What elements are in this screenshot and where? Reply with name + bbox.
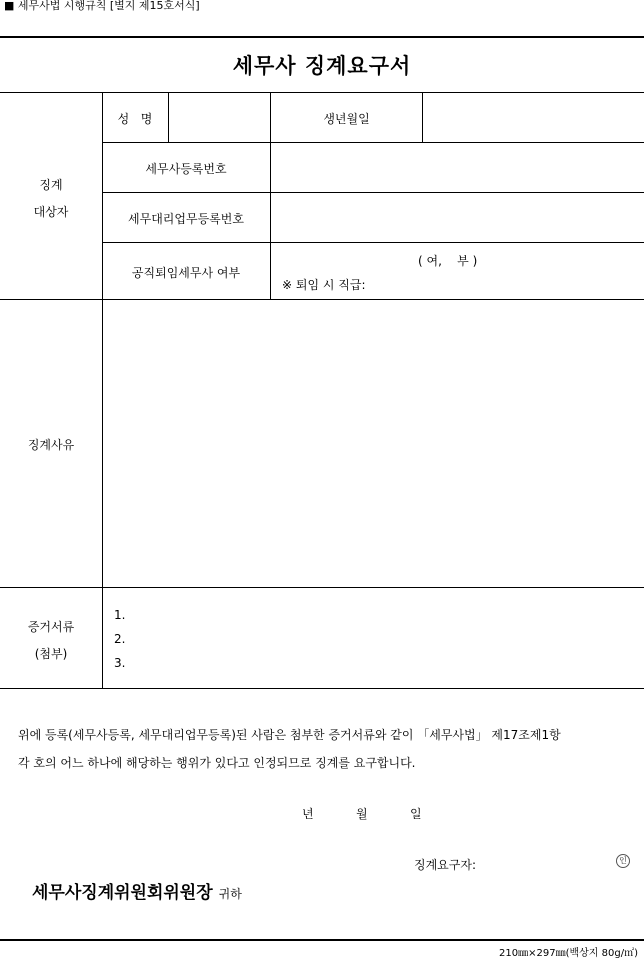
addressee-suffix: 귀하 bbox=[218, 887, 242, 901]
name-field[interactable] bbox=[169, 93, 270, 142]
tax-agency-registration-label: 세무대리업무등록번호 bbox=[128, 212, 244, 226]
evidence-label-2: (첨부) bbox=[34, 647, 68, 661]
tax-agency-registration-field[interactable] bbox=[271, 193, 644, 242]
retired-rank-note: ※ 퇴임 시 직급: bbox=[282, 278, 366, 292]
date-month-label: 월 bbox=[356, 807, 368, 821]
disciplinary-reason-label: 징계사유 bbox=[27, 438, 75, 452]
tax-accountant-registration-label: 세무사등록번호 bbox=[145, 162, 227, 176]
evidence-label-1: 증거서류 bbox=[27, 620, 75, 634]
tax-accountant-registration-field[interactable] bbox=[271, 143, 644, 192]
addressee bbox=[32, 878, 242, 903]
evidence-item[interactable]: 3. bbox=[114, 656, 126, 670]
name-label: 성 명 bbox=[117, 112, 153, 126]
date-day-label: 일 bbox=[410, 807, 422, 821]
top-thick-rule bbox=[0, 36, 644, 38]
retired-official-label: 공직퇴임세무사 여부 bbox=[131, 266, 241, 280]
document-title: 세무사 징계요구서 bbox=[232, 54, 412, 78]
evidence-item[interactable]: 2. bbox=[114, 632, 126, 646]
date-year-label: 년 bbox=[302, 807, 314, 821]
subject-section-label-1: 징계 bbox=[39, 178, 63, 192]
declaration-line-2: 각 호의 어느 하나에 해당하는 행위가 있다고 인정되므로 징계를 요구합니다. bbox=[18, 756, 416, 770]
disciplinary-reason-field[interactable] bbox=[103, 300, 644, 587]
requester-label: 징계요구자: bbox=[414, 858, 477, 872]
form-number-header: ■ 세무사법 시행규칙 [별지 제15호서식] bbox=[4, 0, 200, 12]
row-rule-3 bbox=[102, 242, 644, 243]
birth-date-field[interactable] bbox=[423, 93, 644, 142]
reason-bottom-rule bbox=[0, 587, 644, 588]
bottom-thick-rule bbox=[0, 939, 644, 941]
declaration-line-1: 위에 등록(세무사등록, 세무대리업무등록)된 사람은 첨부한 증거서류와 같이 「세무사법」 제17조제1항 bbox=[18, 728, 561, 742]
subject-section-label-2: 대상자 bbox=[33, 205, 69, 219]
retired-official-options[interactable]: ( 여, 부 ) bbox=[418, 254, 478, 268]
birth-date-label: 생년월일 bbox=[323, 112, 370, 126]
paper-spec-footer: 210㎜×297㎜(백상지 80g/㎡) bbox=[499, 948, 638, 959]
evidence-bottom-rule bbox=[0, 688, 644, 689]
seal-mark: 인 bbox=[616, 854, 630, 868]
evidence-item[interactable]: 1. bbox=[114, 608, 126, 622]
addressee-name: 세무사징계위원회위원장 bbox=[32, 883, 213, 903]
